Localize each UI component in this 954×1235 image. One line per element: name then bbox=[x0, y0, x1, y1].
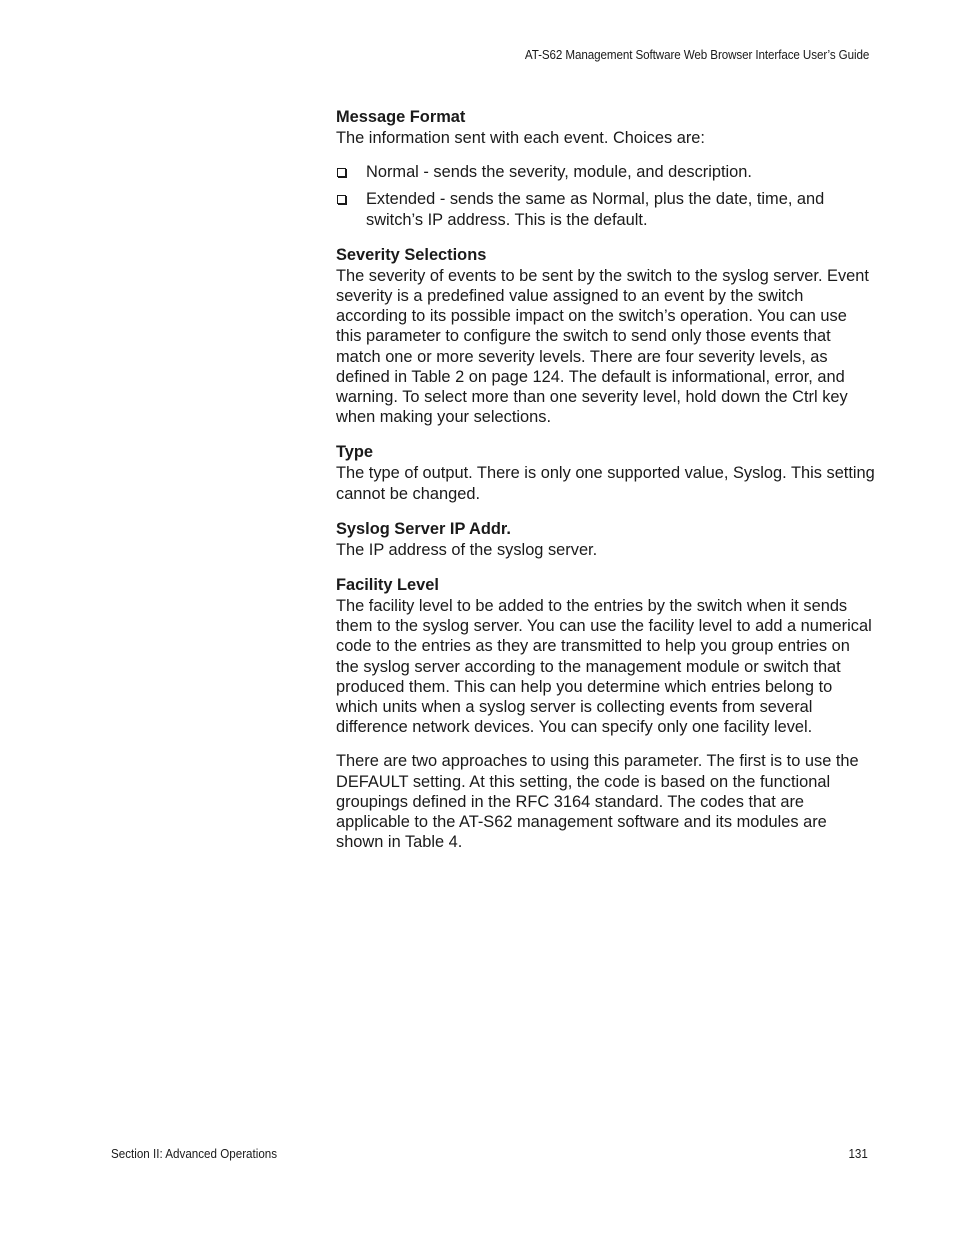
syslog-server-ip-description: The IP address of the syslog server. bbox=[336, 540, 598, 559]
facility-level-section bbox=[336, 574, 876, 852]
list-item bbox=[336, 162, 876, 182]
list-item bbox=[336, 189, 876, 229]
facility-level-description: The facility level to be added to the entries by the switch when it sends them to the syslog server. You can use the facility level to add a numerical code to the entries as they are transmitted to help you group entries on the syslog server according to the management module or switch that produced them. This can help you determine which entries belong to which units when a syslog server is collecting events from several difference network devices. You can specify only one facility level. bbox=[336, 597, 872, 737]
message-format-choices bbox=[336, 162, 876, 230]
facility-level-description-2: There are two approaches to using this parameter. The first is to use the DEFAULT setting. At this setting, the code is based on the functional groupings defined in the RFC 3164 standard. The codes that are applicable to the AT-S62 management software and its modules are shown in Table 4. bbox=[336, 752, 859, 852]
type-term: Type bbox=[336, 443, 374, 462]
message-format-description: The information sent with each event. Choices are: bbox=[336, 129, 705, 147]
type-description: The type of output. There is only one supported value, Syslog. This setting cannot be changed. bbox=[336, 464, 875, 503]
choice-extended: Extended - sends the same as Normal, plus the date, time, and switch’s IP address. This is the default. bbox=[366, 190, 825, 229]
syslog-server-ip-term: Syslog Server IP Addr. bbox=[336, 519, 511, 538]
severity-selections-section bbox=[336, 244, 876, 428]
page-content bbox=[336, 106, 876, 866]
message-format-term: Message Format bbox=[336, 108, 466, 126]
severity-selections-term: Severity Selections bbox=[336, 245, 487, 264]
checkbox-bullet-icon bbox=[337, 168, 346, 177]
choice-normal: Normal - sends the severity, module, and description. bbox=[366, 163, 752, 182]
type-section bbox=[336, 441, 876, 503]
running-header: AT-S62 Management Software Web Browser Interface User’s Guide bbox=[524, 48, 869, 62]
syslog-server-ip-section bbox=[336, 518, 876, 560]
message-format-section bbox=[336, 106, 876, 230]
footer-section-label: Section II: Advanced Operations bbox=[111, 1147, 278, 1161]
severity-selections-description: The severity of events to be sent by the switch to the syslog server. Event severity is a predefined value assigned to an event by the switch according to its possible impact on the switch’s operation. You can use this parameter to configure the switch to send only those events that match one or more severity levels. There are four severity levels, as defined in Table 2 on page 124. The default is informational, error, and warning. To select more than one severity level, hold down the Ctrl key when making your selections. bbox=[336, 266, 869, 427]
facility-level-term: Facility Level bbox=[336, 576, 439, 595]
checkbox-bullet-icon bbox=[337, 195, 346, 204]
footer-page-number: 131 bbox=[848, 1147, 868, 1161]
